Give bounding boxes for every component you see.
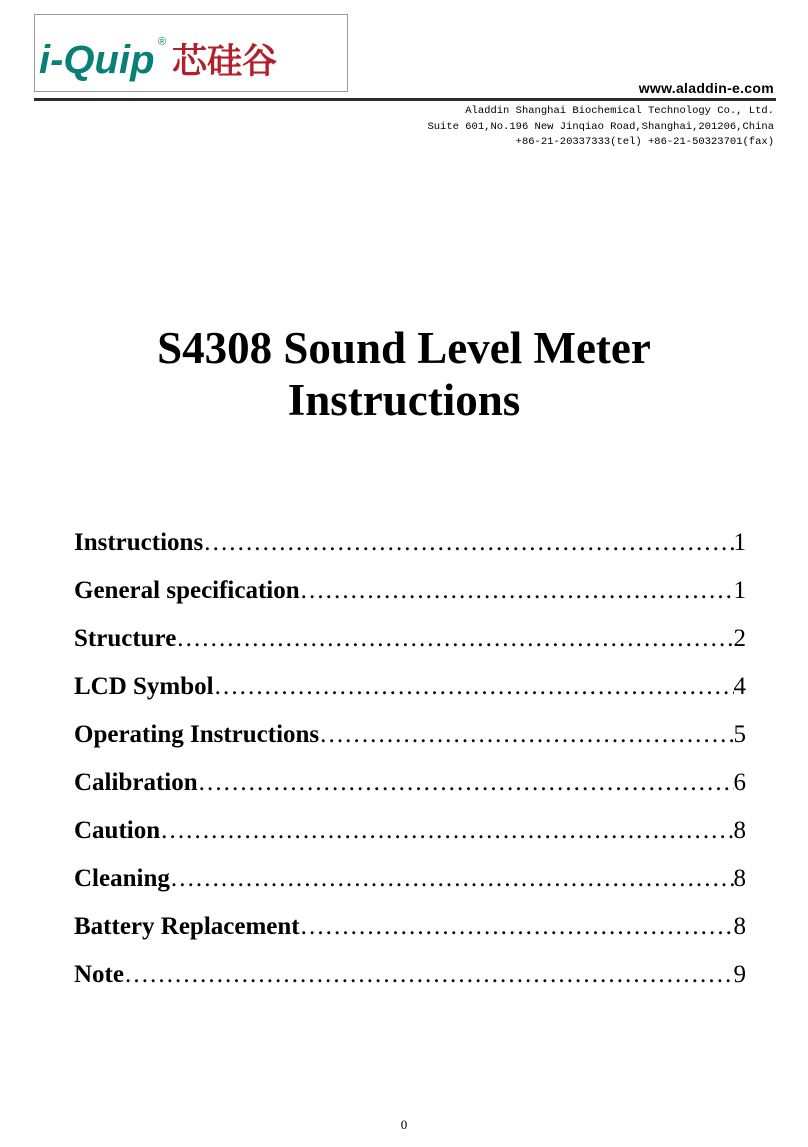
- table-of-contents: [74, 519, 746, 999]
- toc-entry-label: Instructions: [74, 529, 204, 556]
- toc-leader-dots: [300, 903, 734, 951]
- toc-leader-dots: [124, 951, 734, 999]
- website-url[interactable]: www.aladdin-e.com: [638, 80, 774, 96]
- company-info: [427, 104, 774, 151]
- company-contact: +86-21-20337333(tel) +86-21-50323701(fax): [515, 136, 774, 148]
- toc-entry-page: 8: [733, 913, 746, 940]
- toc-entry-label: Battery Replacement: [74, 913, 300, 940]
- toc-entry-cleaning[interactable]: [74, 855, 746, 903]
- toc-entry-page: 4: [733, 673, 746, 700]
- toc-entry-page: 9: [733, 961, 746, 988]
- toc-entry-page: 1: [733, 529, 746, 556]
- toc-entry-calibration[interactable]: [74, 759, 746, 807]
- toc-leader-dots: [203, 519, 733, 567]
- toc-entry-structure[interactable]: [74, 615, 746, 663]
- toc-entry-label: Note: [74, 961, 124, 988]
- toc-leader-dots: [176, 615, 733, 663]
- toc-leader-dots: [319, 711, 733, 759]
- toc-entry-general-specification[interactable]: [74, 567, 746, 615]
- toc-entry-battery-replacement[interactable]: [74, 903, 746, 951]
- toc-entry-label: Operating Instructions: [74, 721, 320, 748]
- toc-entry-lcd-symbol[interactable]: [74, 663, 746, 711]
- toc-entry-page: 2: [733, 625, 746, 652]
- document-title-line-2: Instructions: [287, 375, 521, 425]
- toc-entry-page: 5: [733, 721, 746, 748]
- toc-entry-label: Caution: [74, 817, 161, 844]
- document-title: [0, 322, 808, 426]
- toc-leader-dots: [300, 567, 734, 615]
- toc-entry-page: 8: [733, 817, 746, 844]
- company-logo: [34, 14, 348, 92]
- toc-entry-label: LCD Symbol: [74, 673, 214, 700]
- toc-entry-page: 6: [733, 769, 746, 796]
- document-title-line-1: S4308 Sound Level Meter: [157, 323, 651, 373]
- toc-entry-page: 8: [733, 865, 746, 892]
- toc-entry-instructions[interactable]: [74, 519, 746, 567]
- toc-entry-operating-instructions[interactable]: [74, 711, 746, 759]
- toc-entry-label: Cleaning: [74, 865, 170, 892]
- header-divider: [34, 98, 776, 101]
- toc-entry-page: 1: [733, 577, 746, 604]
- page-number: 0: [400, 1117, 408, 1132]
- company-name: Aladdin Shanghai Biochemical Technology Co., Ltd.: [465, 105, 774, 117]
- logo-graphic: [35, 15, 349, 93]
- toc-leader-dots: [170, 855, 734, 903]
- company-address: Suite 601,No.196 New Jinqiao Road,Shanghai,201206,China: [427, 120, 774, 133]
- toc-leader-dots: [198, 759, 734, 807]
- logo-cjk-text: 芯硅谷: [172, 42, 278, 82]
- toc-leader-dots: [160, 807, 733, 855]
- toc-entry-label: Structure: [74, 625, 177, 652]
- toc-entry-caution[interactable]: [74, 807, 746, 855]
- toc-leader-dots: [214, 663, 734, 711]
- toc-entry-note[interactable]: [74, 951, 746, 999]
- logo-brand-text: i-Quip: [39, 38, 155, 82]
- toc-entry-label: Calibration: [74, 769, 198, 796]
- logo-registered-mark: ®: [158, 36, 167, 48]
- toc-entry-label: General specification: [74, 577, 300, 604]
